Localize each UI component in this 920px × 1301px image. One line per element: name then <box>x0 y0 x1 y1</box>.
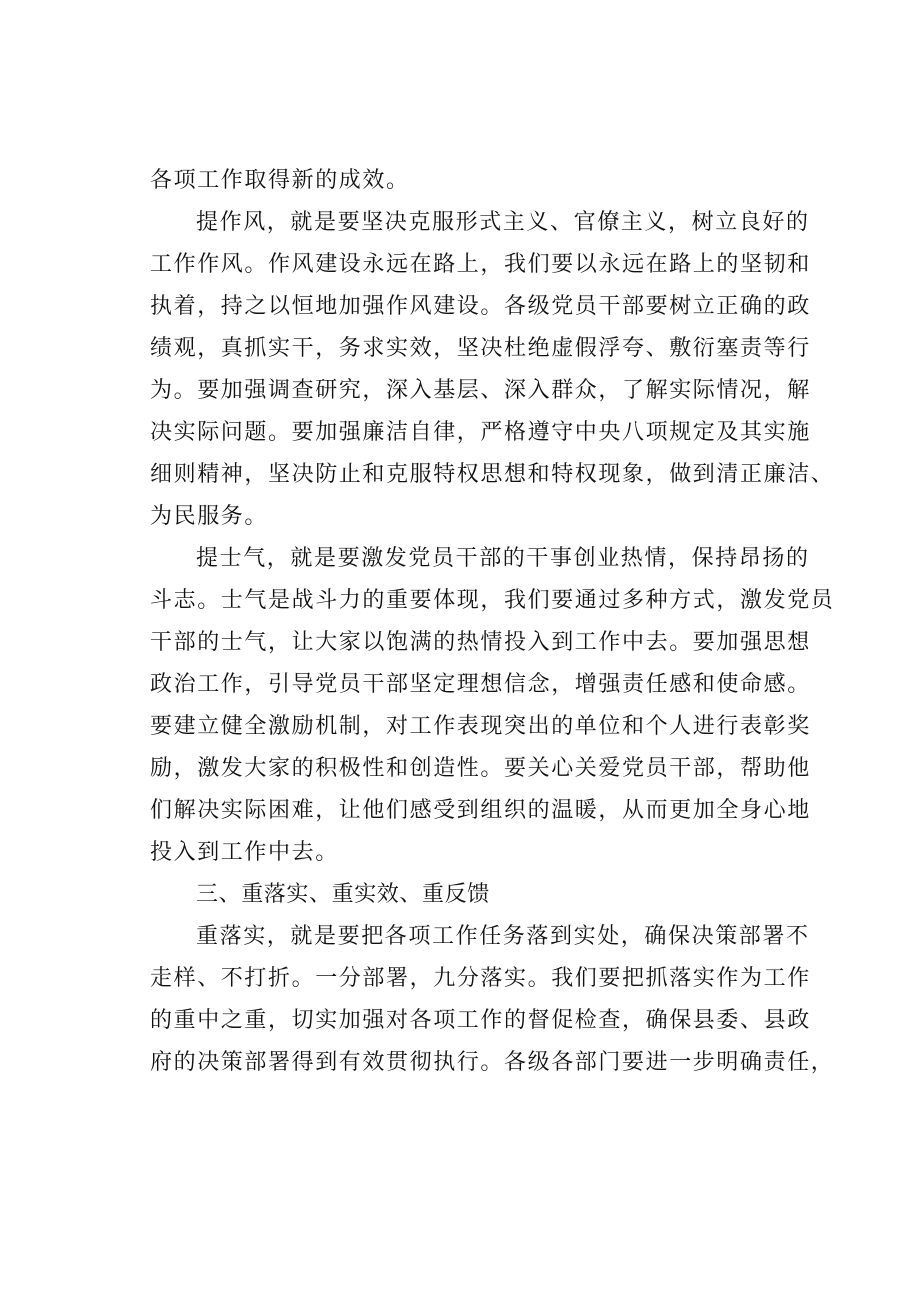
text-line: 府的决策部署得到有效贯彻执行。各级各部门要进一步明确责任， <box>150 1050 835 1075</box>
text-line: 重落实，就是要把各项工作任务落到实处，确保决策部署不 <box>196 924 810 949</box>
text-line: 细则精神，坚决防止和克服特权思想和特权现象，做到清正廉洁、 <box>150 462 835 487</box>
text-line: 提士气，就是要激发党员干部的干事创业热情，保持昂扬的 <box>196 546 810 571</box>
text-line: 投入到工作中去。 <box>150 840 339 865</box>
text-line: 工作作风。作风建设永远在路上，我们要以永远在路上的坚韧和 <box>150 252 811 277</box>
text-line: 执着，持之以恒地加强作风建设。各级党员干部要树立正确的政 <box>150 294 811 319</box>
text-line: 为民服务。 <box>150 504 269 529</box>
text-line: 要建立健全激励机制，对工作表现突出的单位和个人进行表彰奖 <box>150 714 811 739</box>
text-line: 为。要加强调查研究，深入基层、深入群众，了解实际情况，解 <box>150 378 811 403</box>
text-line: 们解决实际困难，让他们感受到组织的温暖，从而更加全身心地 <box>150 798 811 823</box>
text-line: 绩观，真抓实干，务求实效，坚决杜绝虚假浮夸、敷衍塞责等行 <box>150 336 811 361</box>
text-line: 的重中之重，切实加强对各项工作的督促检查，确保县委、县政 <box>150 1008 811 1033</box>
section-heading: 三、重落实、重实效、重反馈 <box>196 882 490 907</box>
text-line: 励，激发大家的积极性和创造性。要关心关爱党员干部，帮助他 <box>150 756 811 781</box>
text-line: 提作风，就是要坚决克服形式主义、官僚主义，树立良好的 <box>196 210 810 235</box>
text-line: 政治工作，引导党员干部坚定理想信念，增强责任感和使命感。 <box>150 672 811 697</box>
text-line: 决实际问题。要加强廉洁自律，严格遵守中央八项规定及其实施 <box>150 420 811 445</box>
text-line: 干部的士气，让大家以饱满的热情投入到工作中去。要加强思想 <box>150 630 811 655</box>
text-line: 斗志。士气是战斗力的重要体现，我们要通过多种方式，激发党员 <box>150 588 835 613</box>
text-line: 走样、不打折。一分部署，九分落实。我们要把抓落实作为工作 <box>150 966 811 991</box>
text-line: 各项工作取得新的成效。 <box>150 168 410 193</box>
